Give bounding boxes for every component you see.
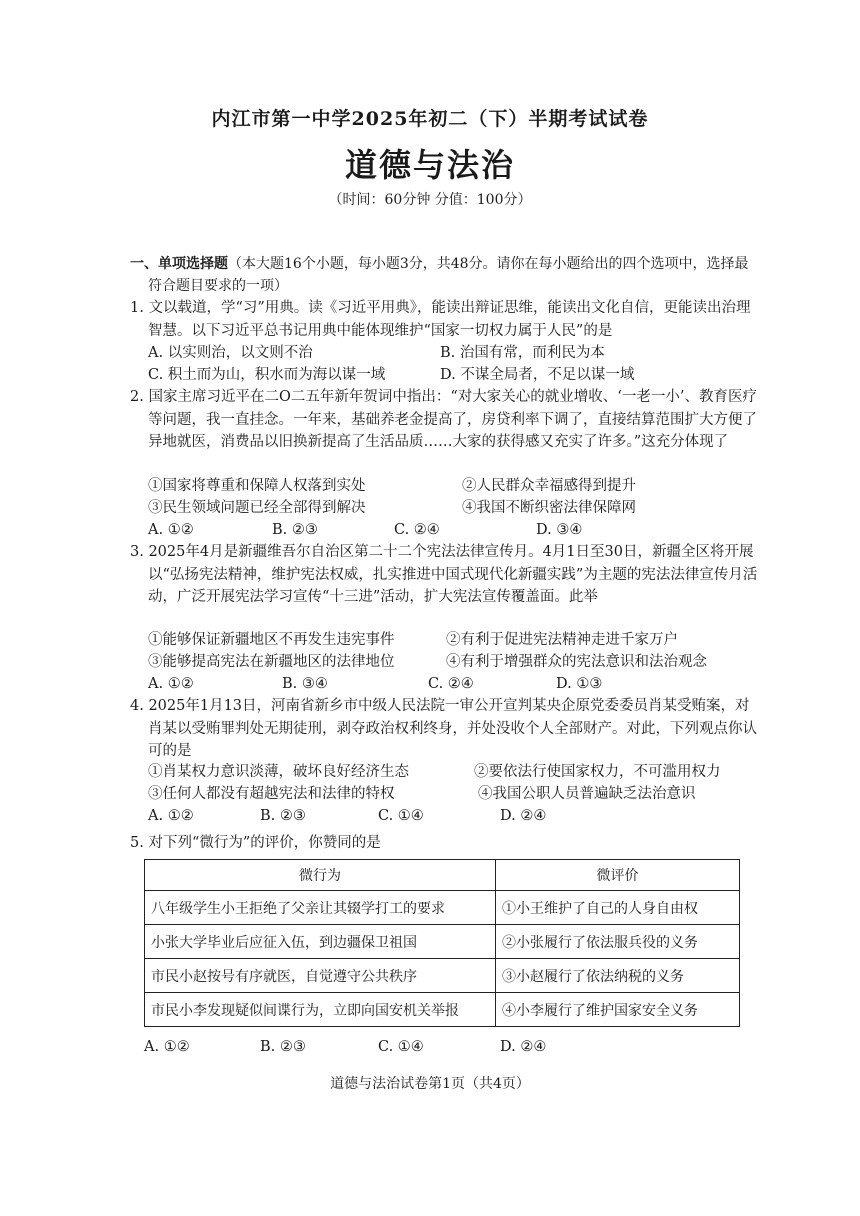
section-heading xyxy=(130,253,758,297)
q5-choice-c: C. ①④ xyxy=(378,1039,424,1055)
q2-choice-c: C. ②④ xyxy=(394,522,440,538)
page-footer: 道德与法治试卷第1页（共4页） xyxy=(330,1076,530,1092)
q2-statements-row1 xyxy=(148,475,748,497)
q2-statements-row2 xyxy=(148,497,748,519)
q2-statement-2: ②人民群众幸福感得到提升 xyxy=(462,478,636,494)
q1-stem: 1. 文以载道，学“习”用典。读《习近平用典》，能读出辩证思维，能读出文化自信，更能读出治理智慧。以下习近平总书记用典中能体现维护“国家一切权力属于人民”的是 xyxy=(130,300,751,339)
q1-option-a: A. 以实则治，以文则不治 xyxy=(148,345,313,361)
q3-statement-3: ③能够提高宪法在新疆地区的法律地位 xyxy=(148,654,395,670)
q5-table xyxy=(144,859,740,1027)
q4-choice-a: A. ①② xyxy=(148,808,194,824)
q2-stem: 2. 国家主席习近平在二O二五年新年贺词中指出：“对大家关心的就业增收、‘一老一小’、教育医疗等问题，我一直挂念。一年来，基础养老金提高了，房贷利率下调了，直接结算范围扩大方便了异地就医，消费品以旧换新提高了生活品质……大家的获得感又充实了许多。”这充分体现了 xyxy=(130,389,757,450)
table-cell-evaluation: ②小张履行了依法服兵役的义务 xyxy=(496,925,740,959)
q4-choices xyxy=(148,805,748,827)
q3-choice-c: C. ②④ xyxy=(428,676,474,692)
q4-statement-2: ②要依法行使国家权力，不可滥用权力 xyxy=(474,764,721,780)
table-cell-behavior: 小张大学毕业后应征入伍，到边疆保卫祖国 xyxy=(145,925,496,959)
table-cell-behavior: 市民小赵按号有序就医，自觉遵守公共秩序 xyxy=(145,959,496,993)
q2-statement-1: ①国家将尊重和保障人权落到实处 xyxy=(148,478,366,494)
q3-statement-4: ④有利于增强群众的宪法意识和法治观念 xyxy=(446,654,707,670)
section-label: 一、单项选择题 xyxy=(130,256,228,272)
table-row xyxy=(145,959,740,993)
table-row xyxy=(145,925,740,959)
q1-option-b: B. 治国有常，而利民为本 xyxy=(440,345,605,361)
q3-choice-b: B. ③④ xyxy=(282,676,328,692)
table-header-evaluation: 微评价 xyxy=(496,860,740,891)
q1-option-c: C. 积土而为山，积水而为海以谋一域 xyxy=(148,367,386,383)
table-header-behavior: 微行为 xyxy=(145,860,496,891)
table-cell-behavior: 八年级学生小王拒绝了父亲让其辍学打工的要求 xyxy=(145,891,496,925)
q5-choices xyxy=(144,1036,744,1058)
q4-stem: 4. 2025年1月13日，河南省新乡市中级人民法院一审公开宣判某央企原党委委员肖某受贿案，对肖某以受贿罪判处无期徒刑，剥夺政治权利终身，并处没收个人全部财产。对此，下列观点你认可的是 xyxy=(130,698,757,759)
q3-choices xyxy=(148,673,748,695)
q1-options-row2 xyxy=(148,364,748,386)
subject-title: 道德与法治 xyxy=(344,146,515,184)
q4-statement-1: ①肖某权力意识淡薄，破坏良好经济生态 xyxy=(148,764,409,780)
q2-choice-a: A. ①② xyxy=(148,522,194,538)
q3-stem: 3. 2025年4月是新疆维吾尔自治区第二十二个宪法法律宣传月。4月1日至30日，新疆全区将开展以“弘扬宪法精神，维护宪法权威，扎实推进中国式现代化新疆实践”为主题的宪法法律宣传月活动，广泛开展宪法学习宣传“十三进”活动，扩大宪法宣传覆盖面。此举 xyxy=(130,544,758,605)
q4-statements-row2 xyxy=(148,783,748,805)
section-instruction: （本大题16个小题，每小题3分，共48分。请你在每小题给出的四个选项中，选择最符合题目要求的一项） xyxy=(148,256,749,294)
q5-choice-a: A. ①② xyxy=(144,1039,190,1055)
table-cell-behavior: 市民小李发现疑似间谍行为，立即向国安机关举报 xyxy=(145,993,496,1027)
q2-statement-4: ④我国不断织密法律保障网 xyxy=(462,500,636,516)
q5-stem: 5. 对下列“微行为”的评价，你赞同的是 xyxy=(130,835,381,851)
q2-choice-d: D. ③④ xyxy=(536,522,583,538)
q3-statements-row1 xyxy=(148,629,748,651)
school-title: 内江市第一中学2025年初二（下）半期考试试卷 xyxy=(211,108,649,130)
table-row xyxy=(145,993,740,1027)
q3-statements-row2 xyxy=(148,651,748,673)
q5-choice-d: D. ②④ xyxy=(500,1039,547,1055)
q5-choice-b: B. ②③ xyxy=(260,1039,306,1055)
q2-choice-b: B. ②③ xyxy=(272,522,318,538)
q3-statement-2: ②有利于促进宪法精神走进千家万户 xyxy=(446,632,678,648)
exam-info: （时间：60分钟 分值：100分） xyxy=(328,192,532,208)
table-row xyxy=(145,891,740,925)
q4-statements-row1 xyxy=(148,761,748,783)
q2-choices xyxy=(148,519,748,541)
q3-choice-a: A. ①② xyxy=(148,676,194,692)
q1-option-d: D. 不谋全局者，不足以谋一域 xyxy=(440,367,635,383)
table-cell-evaluation: ③小赵履行了依法纳税的义务 xyxy=(496,959,740,993)
q4-choice-b: B. ②③ xyxy=(260,808,306,824)
q4-statement-3: ③任何人都没有超越宪法和法律的特权 xyxy=(148,786,395,802)
table-header-row xyxy=(145,860,740,891)
q4-statement-4: ④我国公职人员普遍缺乏法治意识 xyxy=(478,786,696,802)
q1-options-row1 xyxy=(148,342,748,364)
q3-choice-d: D. ①③ xyxy=(556,676,603,692)
q4-choice-d: D. ②④ xyxy=(500,808,547,824)
q2-statement-3: ③民生领域问题已经全部得到解决 xyxy=(148,500,366,516)
table-cell-evaluation: ④小李履行了维护国家安全义务 xyxy=(496,993,740,1027)
q4-choice-c: C. ①④ xyxy=(378,808,424,824)
q3-statement-1: ①能够保证新疆地区不再发生违宪事件 xyxy=(148,632,395,648)
table-cell-evaluation: ①小王维护了自己的人身自由权 xyxy=(496,891,740,925)
